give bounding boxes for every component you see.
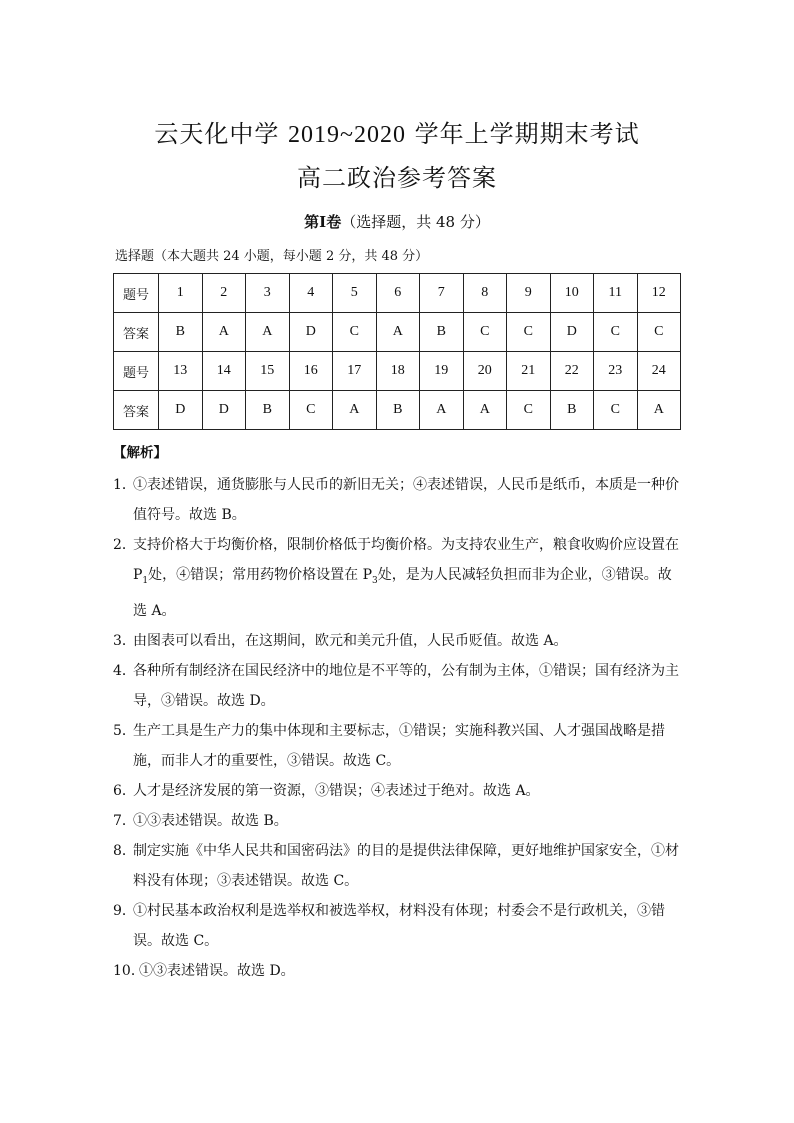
- subscript: 1: [142, 575, 149, 586]
- row-label: 题号: [114, 352, 159, 391]
- analysis-list: [113, 470, 683, 986]
- answer-table: [113, 273, 681, 430]
- answer-cell: D: [202, 391, 246, 430]
- item-number: 1．: [113, 477, 136, 493]
- answer-cell: A: [463, 391, 507, 430]
- answer-cell: C: [507, 313, 551, 352]
- item-number: 10．: [113, 962, 145, 979]
- list-item: [113, 656, 683, 716]
- question-number: 13: [159, 352, 203, 391]
- question-number: 11: [594, 274, 638, 313]
- question-number: 3: [246, 274, 290, 313]
- list-item: [113, 956, 683, 986]
- school-year: 2019~2020: [288, 122, 406, 148]
- table-row-questions-2: [114, 352, 681, 391]
- item-number: 6．: [113, 782, 136, 799]
- item-text: ①③表述错误。故选 B。: [133, 812, 288, 829]
- section-desc: （选择题，共 48 分）: [341, 213, 490, 231]
- answer-cell: B: [376, 391, 420, 430]
- question-number: 20: [463, 352, 507, 391]
- question-number: 18: [376, 352, 420, 391]
- list-item: [113, 836, 683, 896]
- question-number: 19: [420, 352, 464, 391]
- question-number: 23: [594, 352, 638, 391]
- item-text-part: 处，是为人民减轻负担而非为企业，③错误。故选 A。: [133, 567, 672, 619]
- answer-cell: A: [637, 391, 681, 430]
- table-row-answers-1: [114, 313, 681, 352]
- choice-note: 选择题（本大题共 24 小题，每小题 2 分，共 48 分）: [115, 249, 429, 264]
- item-number: 5．: [113, 722, 136, 739]
- school-name: 云天化中学: [154, 120, 280, 148]
- list-item: [113, 896, 683, 956]
- answer-cell: C: [463, 313, 507, 352]
- list-item: [113, 716, 683, 776]
- answer-cell: C: [594, 313, 638, 352]
- item-text: 由图表可以看出，在这期间，欧元和美元升值，人民币贬值。故选 A。: [133, 632, 568, 649]
- item-number: 9．: [113, 902, 136, 919]
- answer-cell: A: [420, 391, 464, 430]
- question-number: 4: [289, 274, 333, 313]
- item-number: 3．: [113, 632, 136, 649]
- question-number: 24: [637, 352, 681, 391]
- table-row-answers-2: [114, 391, 681, 430]
- question-number: 5: [333, 274, 377, 313]
- item-text-part: 处，④错误；常用药物价格设置在 P: [148, 567, 373, 583]
- question-number: 9: [507, 274, 551, 313]
- answer-cell: D: [159, 391, 203, 430]
- question-number: 14: [202, 352, 246, 391]
- answer-cell: A: [333, 391, 377, 430]
- item-number: 2．: [113, 537, 136, 553]
- item-text: 制定实施《中华人民共和国密码法》的目的是提供法律保障，更好地维护国家安全，①材料没有体现；③表述错误。故选 C。: [133, 842, 679, 889]
- answer-cell: B: [246, 391, 290, 430]
- row-label: 答案: [114, 391, 159, 430]
- answer-cell: B: [420, 313, 464, 352]
- exam-term: 学年上学期期末考试: [414, 120, 640, 148]
- answer-cell: C: [594, 391, 638, 430]
- question-number: 8: [463, 274, 507, 313]
- exam-title: [0, 114, 794, 149]
- list-item: [113, 470, 683, 530]
- subscript: 3: [372, 575, 378, 586]
- question-number: 2: [202, 274, 246, 313]
- item-text-part: 支持价格大于均衡价格，限制价格低于均衡价格。为支持农业生产，粮食收购价应设置在 P: [133, 537, 679, 583]
- answer-cell: A: [376, 313, 420, 352]
- question-number: 22: [550, 352, 594, 391]
- item-text: [133, 537, 679, 619]
- item-text: ①表述错误，通货膨胀与人民币的新旧无关；④表述错误，人民币是纸币，本质是一种价值符号。故选 B。: [133, 477, 679, 523]
- question-number: 15: [246, 352, 290, 391]
- answer-cell: C: [637, 313, 681, 352]
- question-number: 21: [507, 352, 551, 391]
- item-text: 各种所有制经济在国民经济中的地位是不平等的，公有制为主体，①错误；国有经济为主导，③错误。故选 D。: [133, 662, 679, 709]
- question-number: 16: [289, 352, 333, 391]
- table-row-questions-1: [114, 274, 681, 313]
- question-number: 6: [376, 274, 420, 313]
- answer-cell: B: [159, 313, 203, 352]
- answer-cell: A: [246, 313, 290, 352]
- item-number: 4．: [113, 662, 136, 679]
- answer-cell: B: [550, 391, 594, 430]
- section-heading: [0, 211, 794, 232]
- question-number: 7: [420, 274, 464, 313]
- question-number: 17: [333, 352, 377, 391]
- answer-cell: C: [507, 391, 551, 430]
- item-text: ①③表述错误。故选 D。: [139, 962, 295, 979]
- list-item: [113, 776, 683, 806]
- exam-subtitle: 高二政治参考答案: [297, 164, 497, 192]
- answer-cell: C: [333, 313, 377, 352]
- analysis-heading: 【解析】: [113, 445, 167, 461]
- answer-cell: D: [289, 313, 333, 352]
- list-item: [113, 626, 683, 656]
- question-number: 10: [550, 274, 594, 313]
- question-number: 1: [159, 274, 203, 313]
- item-text: 人才是经济发展的第一资源，③错误；④表述过于绝对。故选 A。: [133, 782, 540, 799]
- item-number: 8．: [113, 842, 136, 859]
- list-item: [113, 806, 683, 836]
- list-item: [113, 530, 683, 626]
- answer-cell: D: [550, 313, 594, 352]
- row-label: 题号: [114, 274, 159, 313]
- answer-cell: C: [289, 391, 333, 430]
- item-text: ①村民基本政治权利是选举权和被选举权，材料没有体现；村委会不是行政机关，③错误。故选 C。: [133, 902, 665, 949]
- section-label: 第Ⅰ卷: [304, 213, 342, 231]
- question-number: 12: [637, 274, 681, 313]
- item-text: 生产工具是生产力的集中体现和主要标志，①错误；实施科教兴国、人才强国战略是措施，而非人才的重要性，③错误。故选 C。: [133, 722, 665, 769]
- row-label: 答案: [114, 313, 159, 352]
- item-number: 7．: [113, 812, 136, 829]
- answer-cell: A: [202, 313, 246, 352]
